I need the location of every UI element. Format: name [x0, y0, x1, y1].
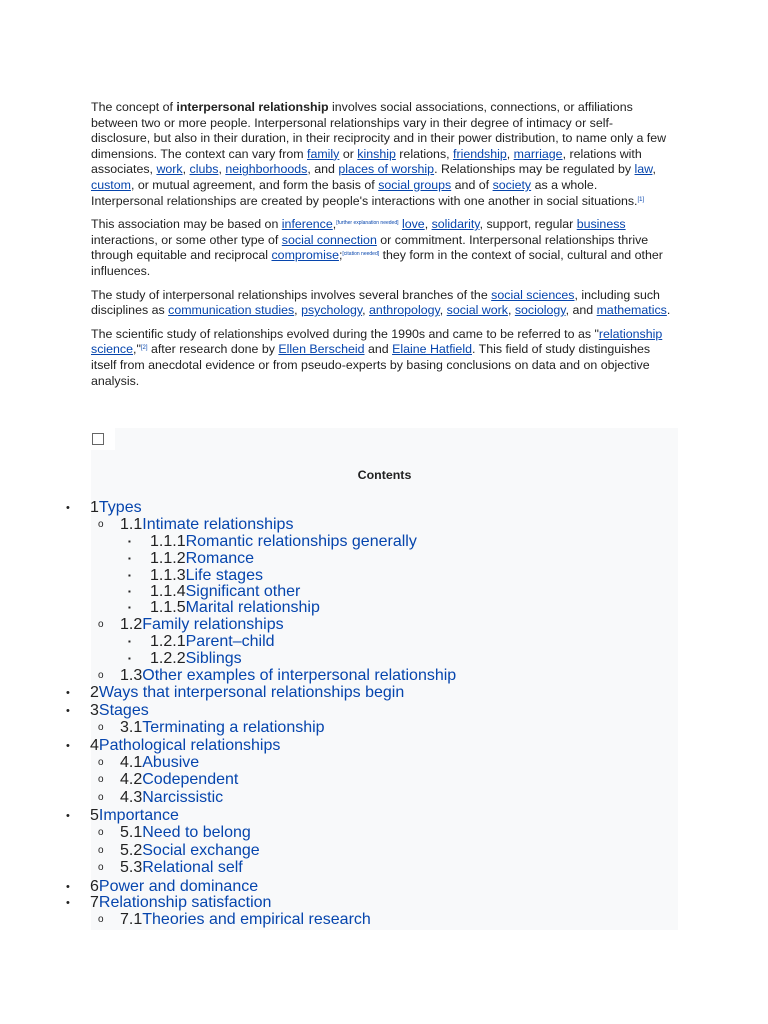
- link-family[interactable]: family: [307, 146, 340, 161]
- toc-item-number: 1.1.2: [150, 550, 186, 567]
- link-solidarity[interactable]: solidarity: [431, 217, 480, 232]
- toc-item-label[interactable]: Relational self: [142, 859, 243, 876]
- bullet-icon: o: [98, 845, 104, 856]
- text: and of: [451, 177, 493, 192]
- text: , support, regular: [479, 217, 577, 232]
- toc-item-label[interactable]: Theories and empirical research: [142, 911, 371, 928]
- paragraph-1: [91, 100, 671, 209]
- paragraph-4: [91, 327, 671, 389]
- text: or: [339, 146, 358, 161]
- link-custom[interactable]: custom: [91, 177, 131, 192]
- bullet-icon: o: [98, 757, 104, 768]
- toc-item-number: 1.3: [120, 667, 143, 684]
- link-inference[interactable]: inference: [281, 217, 333, 232]
- toc-item-number: 1: [90, 499, 99, 516]
- toc-item[interactable]: [120, 720, 325, 736]
- toc-item[interactable]: [90, 500, 142, 516]
- text: ,: [506, 146, 514, 161]
- text: and: [364, 342, 393, 357]
- bullet-icon: ▪: [128, 637, 131, 646]
- toc-item[interactable]: [150, 551, 254, 567]
- bullet-icon: o: [98, 774, 104, 785]
- toc-item[interactable]: [90, 895, 271, 911]
- bullet-icon: •: [66, 740, 70, 752]
- text: , including such disciplines as: [91, 287, 660, 318]
- toc-item-label[interactable]: Terminating a relationship: [142, 719, 325, 736]
- bullet-icon: •: [66, 705, 70, 717]
- link-elaine-hatfield[interactable]: Elaine Hatfield: [392, 342, 472, 357]
- link-sociology[interactable]: sociology: [514, 303, 566, 318]
- link-social-groups[interactable]: social groups: [378, 177, 452, 192]
- toc-title: Contents: [357, 468, 412, 482]
- toc-item-number: 1.1.5: [150, 599, 186, 616]
- text: ,": [133, 342, 141, 357]
- link-law[interactable]: law: [634, 162, 653, 177]
- paragraph-3: [91, 288, 671, 319]
- toc-item-label[interactable]: Importance: [98, 807, 179, 824]
- toc-item-label[interactable]: Other examples of interpersonal relationship: [142, 667, 457, 684]
- toc-item[interactable]: [90, 808, 179, 824]
- toc-item[interactable]: [120, 860, 243, 876]
- reference-1[interactable]: [1]: [637, 196, 645, 203]
- link-marriage[interactable]: marriage: [513, 146, 563, 161]
- link-communication-studies[interactable]: communication studies: [168, 303, 295, 318]
- toc-item-number: 1.1.1: [150, 533, 186, 550]
- toc-item[interactable]: [150, 568, 263, 584]
- link-kinship[interactable]: kinship: [357, 146, 396, 161]
- bullet-icon: ▪: [128, 571, 131, 580]
- bullet-icon: ▪: [128, 603, 131, 612]
- toc-item-label[interactable]: Power and dominance: [98, 878, 259, 895]
- bullet-icon: o: [98, 862, 104, 873]
- text: , or mutual agreement, and form the basis of: [130, 177, 379, 192]
- checkbox-icon[interactable]: [92, 433, 104, 445]
- link-relationship-science[interactable]: relationship science: [91, 326, 663, 357]
- toc-item-number: 5.3: [120, 859, 143, 876]
- toc-item[interactable]: [150, 651, 242, 667]
- toc-item[interactable]: [90, 685, 404, 701]
- toc-item[interactable]: [150, 634, 275, 650]
- toc-item-number: 5: [90, 807, 99, 824]
- text: ,: [507, 303, 515, 318]
- toc-item-number: 1.2: [120, 616, 143, 633]
- link-ellen-berscheid[interactable]: Ellen Berscheid: [278, 342, 365, 357]
- article-body: [91, 100, 671, 397]
- toc-item-label[interactable]: Siblings: [185, 650, 242, 667]
- toc-item[interactable]: [120, 825, 251, 841]
- reference-2[interactable]: [2]: [140, 345, 148, 352]
- toc-item-number: 4: [90, 737, 99, 754]
- toc-item[interactable]: [150, 534, 417, 550]
- bullet-icon: ▪: [128, 587, 131, 596]
- link-social-connection[interactable]: social connection: [281, 232, 377, 247]
- toc-item-label[interactable]: Codependent: [142, 771, 239, 788]
- toc-item-label[interactable]: Significant other: [185, 583, 301, 600]
- text: they form in the context of social, cultural and other influences.: [91, 248, 663, 278]
- bullet-icon: ▪: [128, 554, 131, 563]
- toc-item[interactable]: [150, 600, 320, 616]
- link-social-work[interactable]: social work: [446, 303, 508, 318]
- toc-item-number: 4.1: [120, 754, 143, 771]
- text: The concept of: [91, 100, 177, 114]
- bullet-icon: o: [98, 827, 104, 838]
- toc-item[interactable]: [90, 738, 280, 754]
- toc-item-number: 7: [90, 894, 99, 911]
- text: ,: [362, 303, 370, 318]
- bullet-icon: o: [98, 792, 104, 803]
- toc-item-label[interactable]: Intimate relationships: [142, 516, 294, 533]
- text: interactions, or some other type of: [91, 232, 282, 247]
- text: involves social associations, connections, or affiliations between two or more people. Interpersonal relationships vary in their degree of intimacy or self-disclosure, but also in their duration, in their reciprocity and in their power distribution, to name only a few dimensions. The context can vary from: [91, 100, 667, 161]
- text: relations,: [395, 146, 454, 161]
- bullet-icon: •: [66, 502, 70, 514]
- link-society[interactable]: society: [492, 177, 532, 192]
- toc-item-number: 2: [90, 684, 99, 701]
- link-psychology[interactable]: psychology: [301, 303, 363, 318]
- text: The scientific study of relationships evolved during the 1990s and came to be referred to as ": [91, 326, 599, 341]
- toc-item-number: 4.3: [120, 789, 143, 806]
- text: or commitment. Interpersonal relationships thrive through equitable and reciprocal: [91, 232, 649, 263]
- text: , and: [307, 162, 339, 177]
- toc-item-label[interactable]: Narcissistic: [142, 789, 224, 806]
- toc-item[interactable]: [120, 772, 238, 788]
- toc-item-number: 1.1.3: [150, 567, 186, 584]
- bullet-icon: o: [98, 670, 104, 681]
- text: This association may be based on: [91, 217, 282, 232]
- toc-item[interactable]: [150, 584, 300, 600]
- toc-item[interactable]: [120, 517, 293, 533]
- bullet-icon: •: [66, 810, 70, 822]
- note-citation-needed[interactable]: [citation needed]: [342, 251, 380, 258]
- link-anthropology[interactable]: anthropology: [369, 303, 440, 318]
- bullet-icon: •: [66, 687, 70, 699]
- toc-item-number: 5.1: [120, 824, 143, 841]
- link-places-of-worship[interactable]: places of worship: [338, 162, 435, 177]
- text: as a whole. Interpersonal relationships are created by people's interactions with one another in social situations.: [91, 177, 638, 208]
- bullet-icon: ▪: [128, 654, 131, 663]
- toc-item-number: 4.2: [120, 771, 143, 788]
- bullet-icon: o: [98, 519, 104, 530]
- toc-item-label[interactable]: Romantic relationships generally: [185, 533, 417, 550]
- text: , and: [565, 303, 597, 318]
- toc-item[interactable]: [120, 617, 284, 633]
- text: ,: [218, 162, 226, 177]
- bullet-icon: •: [66, 897, 70, 909]
- toc-item-number: 1.2.2: [150, 650, 186, 667]
- note-further-explanation[interactable]: [further explanation needed]: [336, 220, 399, 227]
- text: ,: [182, 162, 190, 177]
- paragraph-2: [91, 217, 671, 279]
- link-clubs[interactable]: clubs: [189, 162, 219, 177]
- toc-item-label[interactable]: Types: [98, 499, 142, 516]
- bullet-icon: o: [98, 722, 104, 733]
- toc-item-number: 1.2.1: [150, 633, 186, 650]
- toc-item-label[interactable]: Need to belong: [142, 824, 251, 841]
- toc-item-number: 5.2: [120, 842, 143, 859]
- toc-item-number: 1.1.4: [150, 583, 186, 600]
- text: ,: [652, 162, 656, 177]
- toc-item-number: 7.1: [120, 911, 143, 928]
- toc-item[interactable]: [90, 879, 258, 895]
- link-neighborhoods[interactable]: neighborhoods: [225, 162, 308, 177]
- toc-item-number: 1.1: [120, 516, 143, 533]
- toc-item[interactable]: [90, 703, 149, 719]
- text: ,: [294, 303, 302, 318]
- toc-item-number: 6: [90, 878, 99, 895]
- toc-item-label[interactable]: Social exchange: [142, 842, 260, 859]
- bullet-icon: ▪: [128, 537, 131, 546]
- toc-item-label[interactable]: Abusive: [142, 754, 200, 771]
- toc-item-number: 3.1: [120, 719, 143, 736]
- text: , relations with associates,: [91, 146, 642, 177]
- toc-item-label[interactable]: Stages: [98, 702, 149, 719]
- link-mathematics[interactable]: mathematics: [596, 303, 667, 318]
- link-love[interactable]: love: [401, 217, 425, 232]
- toc-item-label[interactable]: Marital relationship: [185, 599, 320, 616]
- link-compromise[interactable]: compromise: [271, 248, 339, 263]
- toc-item[interactable]: [120, 843, 260, 859]
- link-friendship[interactable]: friendship: [453, 146, 507, 161]
- link-social-sciences[interactable]: social sciences: [491, 287, 575, 302]
- link-business[interactable]: business: [576, 217, 626, 232]
- toc-item-label[interactable]: Life stages: [185, 567, 263, 584]
- bullet-icon: o: [98, 914, 104, 925]
- text: ;: [338, 248, 343, 263]
- toc-item-label[interactable]: Romance: [185, 550, 255, 567]
- text: .: [666, 303, 671, 318]
- toc-item-number: 3: [90, 702, 99, 719]
- text: . This field of study distinguishes itself from anecdotal evidence or from pseudo-experts by basing conclusions on data and on objective analysis.: [91, 342, 651, 388]
- bold-term: interpersonal relationship: [176, 100, 329, 114]
- toc-item[interactable]: [120, 668, 456, 684]
- toc-item-label[interactable]: Relationship satisfaction: [98, 894, 272, 911]
- bullet-icon: o: [98, 619, 104, 630]
- toc-item[interactable]: [120, 912, 371, 928]
- toc-toggle[interactable]: [91, 428, 115, 450]
- bullet-icon: •: [66, 881, 70, 893]
- toc-item-label[interactable]: Pathological relationships: [98, 737, 281, 754]
- toc-item[interactable]: [120, 790, 223, 806]
- link-work[interactable]: work: [156, 162, 183, 177]
- toc-item-label[interactable]: Parent–child: [185, 633, 275, 650]
- text: ,: [332, 217, 337, 232]
- toc-item-label[interactable]: Family relationships: [142, 616, 284, 633]
- toc-item-label[interactable]: Ways that interpersonal relationships begin: [98, 684, 405, 701]
- text: ,: [439, 303, 447, 318]
- toc-item[interactable]: [120, 755, 199, 771]
- text: after research done by: [147, 342, 279, 357]
- text: . Relationships may be regulated by: [434, 162, 635, 177]
- text: ,: [424, 217, 432, 232]
- text: The study of interpersonal relationships involves several branches of the: [91, 287, 492, 302]
